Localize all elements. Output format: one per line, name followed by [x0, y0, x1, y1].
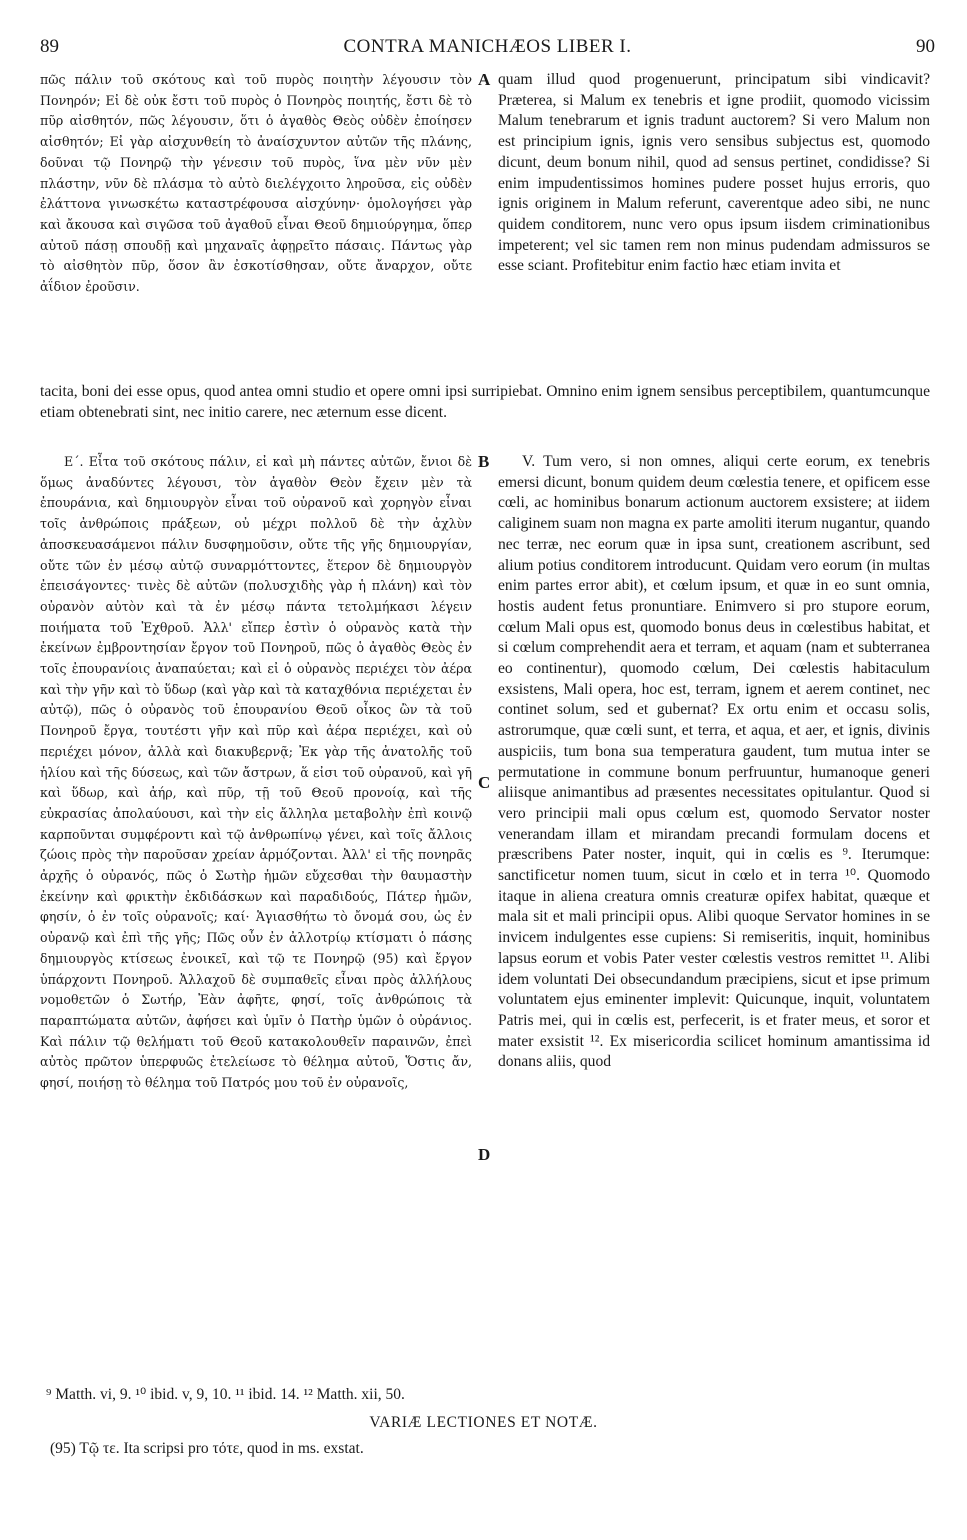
running-header [40, 36, 935, 62]
greek-paragraph-main: Ε΄. Εἶτα τοῦ σκότους πάλιν, εἰ καὶ μὴ πάντες αὐτῶν, ἔνιοι δὲ ὅμως ἀναδύντες λέγουσι, τὸν ἀγαθὸν Θεὸν ἔχειν μὲν τὰ ἐπουράνια, καὶ δημιουργὸν εἶναι τοῦ οὐρανοῦ καὶ χορηγὸν εἶναι τοῖς ἀνθρώποις πράξεων, οὐ μέχρι πολλοῦ δὲ τὴν ἀχλὺν ἀποσκευασάμενοι πάλιν δυσφημοῦσιν, οὔτε τῆς γῆς δημιουργίαν, οὔτε τῶν ἐν μέσῳ αὐτῷ συναρμόττοντες, ἕτερον δὲ δημιουργὸν ἐπεισάγοντες· τινὲς δὲ αὐτῶν (πολυσχιδὴς γὰρ ἡ πλάνη) καὶ τὸν οὐρανὸν αὐτὸν καὶ τὰ ἐν μέσῳ πάντα τετολμήκασι λέγειν ποιήματα τοῦ Ἐχθροῦ. Ἀλλ' εἴπερ ἐστὶν ὁ οὐρανὸς κατὰ τὴν ἐκείνων ἐμβροντησίαν ἔργον τοῦ Πονηροῦ, πῶς ὁ ἀγαθὸς Θεὸς ἐν τοῖς ἐπουρανίοις ἀναπαύεται; καὶ εἰ ὁ οὐρανὸς περιέχει τὸν ἀέρα καὶ τὴν γῆν καὶ τὸ ὕδωρ (καὶ γὰρ καὶ τὰ καταχθόνια περιέχεται ἐν αὐτῷ), πῶς ὁ οὐρανὸς τοῦ ἐπουρανίου Θεοῦ οἶκος ὢν τὰ τοῦ Πονηροῦ ἔργα, τουτέστι γῆν καὶ πῦρ καὶ ἀέρα περιέχει, καὶ οὐ περιέχει μόνον, ἀλλὰ καὶ διακυβερνᾷ; Ἐκ γὰρ τῆς ἀνατολῆς τοῦ ἡλίου καὶ τῆς δύσεως, καὶ τῶν ἄστρων, ἅ εἰσι τοῦ οὐρανοῦ, καὶ γῆ καὶ ὕδωρ, καὶ ἀήρ, καὶ πῦρ, τῇ τοῦ Θεοῦ προνοίᾳ, καὶ τῆς εὐκρασίας ἀπολαύουσι, καὶ τὴν εἰς ἄλληλα μεταβολὴν ἐπὶ κοινῷ καρποῦνται συμφέροντι καὶ τῷ ἀνθρωπίνῳ γένει, καὶ τοῖς ἄλλοις ζώοις πρὸς τὴν παροῦσαν χρείαν ἁρμόζονται. Ἀλλ' εἰ τῆς πονηρᾶς ἀρχῆς ὁ οὐρανός, πῶς ὁ Σωτὴρ ἡμῶν εὔχεσθαι τὴν θαυμαστὴν ἐκείνην καὶ φρικτὴν ἐκδιδάσκων καὶ παραδιδούς, Πάτερ ἡμῶν, φησίν, ὁ ἐν τοῖς οὐρανοῖς; καί· Ἁγιασθήτω τὸ ὄνομά σου, ὡς ἐν οὐρανῷ καὶ ἐπὶ τῆς γῆς; Πῶς οὖν ἐν ἀλλοτρίῳ κτίσματι ὁ πάσης δημιουργὸς κτίσεως ἐνοικεῖ, καὶ τῷ τε Πονηρῷ (95) καὶ ἔργον ὑπάρχοντι Πονηροῦ. Ἀλλαχοῦ δὲ συμπαθεῖς εἶναι πρὸς ἀλλήλους νομοθετῶν ὁ Σωτήρ, Ἐὰν ἀφῆτε, φησί, τοῖς ἀνθρώποις τὰ παραπτώματα αὐτῶν, ἀφήσει καὶ ὑμῖν ὁ Πατὴρ ὑμῶν ὁ οὐράνιος. Καὶ πάλιν τῷ θελήματι τοῦ Θεοῦ κατακολουθεῖν παραινῶν, ἐπεὶ αὐτὸς πρῶτον ὑπερφυῶς ἐτελείωσε τὸ θέλημα αὐτοῦ, Ὅστις ἄν, φησί, ποιήσῃ τὸ θέλημα τοῦ Πατρός μου τοῦ ἐν οὐρανοῖς, [40, 454, 472, 1091]
margin-marker-a: A [478, 70, 491, 89]
margin-marker-c: C [478, 773, 491, 792]
latin-column-top [498, 70, 930, 382]
running-title: CONTRA MANICHÆOS LIBER I. [343, 36, 632, 57]
latin-full-width [40, 382, 930, 446]
greek-paragraph-top: πῶς πάλιν τοῦ σκότους καὶ τοῦ πυρὸς ποιητὴν λέγουσιν τὸν Πονηρόν; Εἰ δὲ οὐκ ἔστι τοῦ πυρὸς ὁ Πονηρὸς ποιητής, ἔστι δὲ τὸ πῦρ αἰσθητόν, πῶς λέγουσιν, ὅτι ὁ ἀγαθὸς Θεὸς οὐδὲν ἐποίησεν αἰσθητόν; Εἰ γὰρ αἰσχυνθείη τὸ ἀναίσχυντον αὐτῶν τῆς πλάνης, δοῦναι τῷ Πονηρῷ τὴν γένεσιν τοῦ πυρὸς, ἵνα μὲν νῦν μὲν πλάστην, νῦν δὲ πλάσμα τὸ αὐτὸ διελέγχοιτο ληροῦσα, εἰς οὐδὲν ἐλάττονα γινωσκέτω καταστρέφουσα αἰσχύνην· ὁμολογήσει γὰρ καὶ ἄκουσα καὶ σιγῶσα τοῦ ἀγαθοῦ εἶναι Θεοῦ δημιούργημα, ὅπερ αὐτοῦ πάσῃ σπουδῇ καὶ μηχαναῖς ἀφῃρεῖτο πάσαις. Πάντως γὰρ τὸ αἰσθητὸν πῦρ, ὅσον ἂν ἐσκοτίσθησαν, οὔτε ἄναρχον, οὔτε ἀΐδιον ἐροῦσιν. [40, 72, 472, 295]
greek-column-main [40, 452, 472, 1378]
latin-paragraph-top: quam illud quod progenuerunt, principatum sibi vindicavit? Præterea, si Malum ex tenebris et igne prodiit, quomodo vicissim Malum tenebrarum et ignis tradunt auctorem? Si vero Malum non est principium ignis, ignis vero sensibus subjectus est, quomodo dicunt, deum bonum nihil, quod ad sensus pertinet, condidisse? Si enim impudentissimos homines pudere posset hujus erroris, quo ignis originem in Malum referunt, caverentque adeo sibi, ne nunc quidem conditorem, nunc vero opus ipsum iisdem criminationibus impeterent; vel sic tamen rem non minus pudendam admissuros se esse sciant. Profitebitur enim factio hæc etiam invita et [498, 71, 930, 275]
latin-column-main [498, 452, 930, 1378]
margin-marker-d: D [478, 1145, 491, 1164]
latin-paragraph-main: V. Tum vero, si non omnes, aliqui certe eorum, ex tenebris emersi dicunt, bonum quidem deum cœlestia tenere, et opificem esse cœli, ac hominibus bonarum actionum auctorem exsistere; at iidem caliginem suam non magna ex parte amoliti iterum nugantur, quando nec terræ, nec eorum quæ in ipsa sunt, creationem ascribunt, sed alium potius conditorem introducunt. Quidam vero eorum (in multas enim partes error abit), et cœlum ipsum, et quæ in eo sunt omnia, hostis audent fetus pronuntiare. Enimvero si pro stupore eorum, cœlum Mali opus est, quomodo bonus deus in cœlestibus habitat, et si cœlum comprehendit aera et terram, et aquam (nam et subterranea eo continentur), quomodo cœlum, Dei cœlestis habitaculum exsistens, Mali opera, hoc est, terram, ignem et aerem continet, nec continet solum, sed et gubernat? Ex ortu enim et occasu solis, astrorumque, quæ cœli sunt, et terra, et aqua, et aer, et ignis, divinis auspiciis, tum bona sua temperatura gaudent, tum mutua inter se permutatione in commune bonum perfruuntur, humanoque generi aliisque animantibus ad præsentes necessitates opitulantur. Quod si vero principii mali opus cœlum est, quomodo Servator noster venerandam illam et mirandam precandi formulam docens et præscribens Pater noster, inquit, qui in cœlis es ⁹. Iterumque: sanctificetur nomen tuum, sicut in cœlo et in terra ¹⁰. Quomodo itaque in aliena creatura omnis creaturæ opifex habitat, quæque et mala sit et mali principii opus. Alibi quoque Servator homines in se invicem indulgentes esse cupiens: Si remiseritis, inquit, hominibus lapsus eorum et vobis Pater vester cœlestis vestros remittet ¹¹. Alibi idem voluntati Dei obsecundandum præcipiens, sicut et ipse primum voluntatem ejus eminenter implevit: Quicunque, inquit, voluntatem Patris mei, qui in cœlis est, perfecerit, is et frater meus, et soror et mater exsistit ¹². Ex misericordia scilicet hominum amantissima id donans aliis, quod [498, 453, 930, 1071]
page-number-left: 89 [40, 36, 59, 57]
variae-lectiones-note: (95) Τῷ τε. Ita scripsi pro τότε, quod in ms. exstat. [50, 1440, 364, 1457]
latin-full-paragraph: tacita, boni dei esse opus, quod antea omni studio et opere omni ipsi surripiebat. Omnino enim ignem sensibus perceptibilem, quantumcunque etiam obtenebrati sint, nec initio carere, nec æternum esse dicent. [40, 383, 930, 421]
footnotes: ⁹ Matth. vi, 9. ¹⁰ ibid. v, 9, 10. ¹¹ ibid. 14. ¹² Matth. xii, 50. [46, 1386, 405, 1403]
margin-marker-b: B [478, 452, 490, 471]
greek-column-top [40, 70, 472, 382]
page-number-right: 90 [916, 36, 935, 57]
variae-lectiones-title: VARIÆ LECTIONES ET NOTÆ. [369, 1414, 598, 1431]
